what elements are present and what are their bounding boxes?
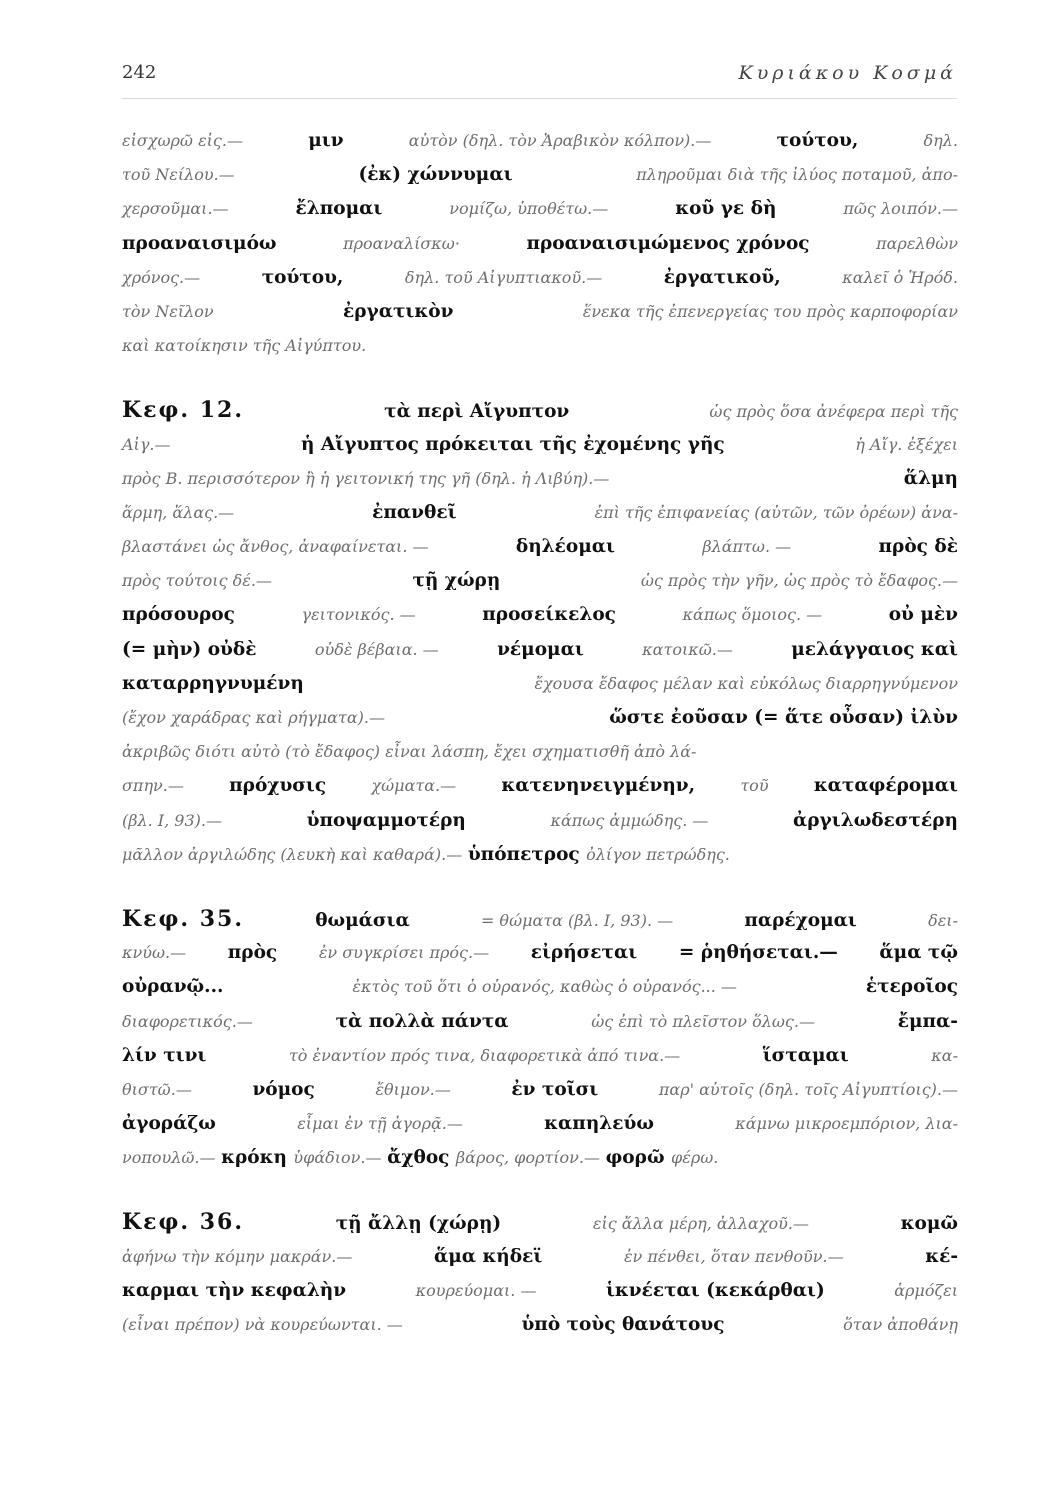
text-line bbox=[122, 1039, 958, 1073]
text-line bbox=[122, 667, 958, 701]
running-title: Κυριάκου Κοσμά bbox=[738, 62, 957, 84]
headword: κομῶ bbox=[900, 1213, 958, 1235]
headword: πρόσουρος bbox=[122, 604, 235, 626]
paragraph-1 bbox=[122, 124, 958, 363]
gloss-text: καλεῖ ὁ Ἡρόδ. bbox=[842, 267, 958, 287]
headword: = ῥηθήσεται.— bbox=[678, 942, 838, 964]
gloss-text: διαφορετικός.— bbox=[122, 1011, 253, 1031]
gloss-text: ἀφήνω τὴν κόμην μακράν.— bbox=[122, 1246, 353, 1266]
gloss-text: ὡς πρὸς τὴν γῆν, ὡς πρὸς τὸ ἔδαφος.— bbox=[640, 571, 958, 591]
gloss-text: βάρος, φορτίον.— bbox=[455, 1148, 600, 1168]
text-line bbox=[122, 428, 958, 462]
headword: τῇ χώρῃ bbox=[412, 570, 501, 592]
text-line bbox=[122, 701, 958, 735]
headword: καταρρηγνυμένη bbox=[122, 672, 304, 694]
headword: προαναισιμόω bbox=[122, 232, 277, 254]
gloss-text: παρ' αὐτοῖς (δηλ. τοῖς Αἰγυπτίοις).— bbox=[658, 1079, 958, 1099]
gloss-text: νομίζω, ὑποθέτω.— bbox=[449, 199, 609, 219]
gloss-text: ὡς πρὸς ὅσα ἀνέφερα περὶ τῆς bbox=[709, 402, 958, 422]
gloss-text: τὸ ἐναντίον πρός τινα, διαφορετικὰ ἀπό τινα.— bbox=[288, 1045, 681, 1065]
paragraph-chapter-35 bbox=[122, 902, 958, 1176]
text-line bbox=[122, 970, 958, 1004]
gloss-text: κάπως ἀμμώδης. — bbox=[550, 810, 709, 830]
headword: ἐργατικοῦ, bbox=[663, 266, 781, 288]
gloss-text: ἐν συγκρίσει πρός.— bbox=[318, 943, 490, 963]
headword: μελάγγαιος καὶ bbox=[791, 638, 958, 660]
gloss-text: οὐδὲ βέβαια. — bbox=[314, 639, 439, 659]
gloss-text: εἰς ἄλλα μέρη, ἀλλαχοῦ.— bbox=[592, 1214, 809, 1234]
text-line bbox=[122, 1274, 958, 1308]
gloss-text: χρόνος.— bbox=[122, 267, 201, 287]
gloss-text: κάπως ὅμοιος. — bbox=[682, 605, 823, 625]
headword: φορῶ bbox=[605, 1147, 665, 1169]
headword: δηλέομαι bbox=[515, 536, 615, 558]
text-line bbox=[122, 902, 958, 936]
text-line bbox=[122, 261, 958, 295]
headword: καρμαι τὴν κεφαλὴν bbox=[122, 1279, 347, 1301]
headword: κέ- bbox=[925, 1245, 958, 1267]
headword: προαναισιμώμενος χρόνος bbox=[526, 232, 810, 254]
text-line bbox=[122, 564, 958, 598]
gloss-text: καὶ κατοίκησιν τῆς Αἰγύπτου. bbox=[122, 336, 367, 356]
text-line bbox=[122, 1005, 958, 1039]
headword: ὑποψαμμοτέρη bbox=[306, 809, 466, 831]
headword: ἅμα τῷ bbox=[879, 942, 958, 964]
text-line bbox=[122, 295, 958, 329]
gloss-text: τοῦ bbox=[740, 776, 769, 796]
page-header bbox=[122, 62, 957, 99]
headword: θωμάσια bbox=[315, 909, 410, 931]
gloss-text: κατοικῶ.— bbox=[642, 639, 733, 659]
paragraph-chapter-36 bbox=[122, 1205, 958, 1342]
text-line bbox=[122, 530, 958, 564]
gloss-text: φέρω. bbox=[671, 1148, 719, 1168]
page-number: 242 bbox=[122, 62, 157, 83]
text-line bbox=[122, 124, 958, 158]
gloss-text: δει- bbox=[928, 910, 958, 930]
gloss-text: βλαστάνει ὡς ἄνθος, ἀναφαίνεται. — bbox=[122, 537, 429, 557]
gloss-text: μᾶλλον ἀργιλώδης (λευκὴ καὶ καθαρά).— bbox=[122, 844, 463, 864]
headword: καπηλεύω bbox=[544, 1113, 654, 1135]
text-line bbox=[122, 158, 958, 192]
text-line bbox=[122, 769, 958, 803]
gloss-text: ἕνεκα τῆς ἐπενεργείας του πρὸς καρποφορίαν bbox=[582, 301, 958, 321]
gloss-text: ὑφάδιον.— bbox=[293, 1148, 382, 1168]
gloss-text: αὐτὸν (δηλ. τὸν Ἀραβικὸν κόλπον).— bbox=[408, 131, 712, 150]
gloss-text: πληροῦμαι διὰ τῆς ἰλύος ποταμοῦ, ἀπο- bbox=[636, 165, 958, 185]
gloss-text: κνύω.— bbox=[122, 943, 187, 963]
gloss-text: ἐν πένθει, ὅταν πενθοῦν.— bbox=[623, 1246, 844, 1266]
gloss-text: (βλ. Ι, 93).— bbox=[122, 810, 222, 830]
gloss-text: πρὸς τούτοις δέ.— bbox=[122, 571, 272, 591]
gloss-text: τὸν Νεῖλον bbox=[122, 301, 214, 321]
text-line bbox=[122, 393, 958, 427]
headword: τὰ πολλὰ πάντα bbox=[335, 1010, 509, 1032]
headword: ἱκνέεται (κεκάρθαι) bbox=[605, 1279, 825, 1301]
headword: οὐ μὲν bbox=[888, 604, 958, 626]
gloss-text: (ἔχον χαράδρας καὶ ρήγματα).— bbox=[122, 708, 385, 727]
gloss-text: κα- bbox=[931, 1045, 958, 1065]
gloss-text: γειτονικός. — bbox=[301, 605, 416, 625]
gloss-text: ὡς ἐπὶ τὸ πλεῖστον ὅλως.— bbox=[591, 1011, 815, 1031]
headword: ὑπὸ τοὺς θανάτους bbox=[521, 1314, 725, 1335]
headword: εἰρήσεται bbox=[530, 942, 638, 964]
headword: ἀργιλωδεστέρη bbox=[793, 809, 958, 831]
chapter-heading: Κεφ. 35. bbox=[122, 905, 244, 932]
headword: κοῦ γε δὴ bbox=[675, 198, 777, 220]
gloss-text: ἐπὶ τῆς ἐπιφανείας (αὐτῶν, τῶν ὀρέων) ἀνα- bbox=[594, 502, 958, 522]
gloss-text: ἅρμη, ἅλας.— bbox=[122, 502, 235, 522]
text-line bbox=[122, 633, 958, 667]
gloss-text: Αἰγ.— bbox=[122, 434, 171, 454]
headword: τούτου, bbox=[776, 130, 859, 151]
chapter-heading: Κεφ. 12. bbox=[122, 397, 244, 424]
headword: κατενηνειγμένην, bbox=[501, 775, 696, 797]
gloss-text: ὀλίγον πετρώδης. bbox=[586, 844, 730, 864]
headword: οὐρανῷ... bbox=[122, 976, 224, 998]
gloss-text: ἐκτὸς τοῦ ὅτι ὁ οὐρανός, καθὼς ὁ οὐρανός... — bbox=[352, 977, 737, 997]
headword: ἐργατικὸν bbox=[342, 300, 454, 322]
paragraph-chapter-12 bbox=[122, 393, 958, 872]
text-line bbox=[122, 227, 958, 261]
text-line bbox=[122, 496, 958, 530]
gloss-text: πῶς λοιπόν.— bbox=[843, 199, 958, 219]
headword: κρόκη bbox=[221, 1147, 287, 1169]
text-line bbox=[122, 192, 958, 226]
headword: ἐπανθεῖ bbox=[372, 501, 457, 523]
headword: (ἐκ) χώννυμαι bbox=[358, 164, 513, 186]
headword: λίν τινι bbox=[122, 1044, 207, 1066]
headword: καταφέρομαι bbox=[813, 775, 958, 797]
gloss-text: χερσοῦμαι.— bbox=[122, 199, 229, 219]
text-line bbox=[122, 1141, 958, 1175]
gloss-text: ἔχουσα ἔδαφος μέλαν καὶ εὐκόλως διαρρηγνύμενον bbox=[534, 673, 958, 693]
headword: ἵσταμαι bbox=[762, 1044, 849, 1066]
text-line bbox=[122, 598, 958, 632]
gloss-text: προαναλίσκω· bbox=[343, 233, 460, 253]
headword: νέμομαι bbox=[497, 638, 584, 660]
gloss-text: κουρεύομαι. — bbox=[415, 1280, 537, 1300]
headword: ἅλμη bbox=[903, 467, 958, 489]
headword: προσείκελος bbox=[482, 604, 616, 626]
headword: ἐν τοῖσι bbox=[511, 1078, 599, 1100]
chapter-heading: Κεφ. 36. bbox=[122, 1209, 244, 1236]
headword: νόμος bbox=[252, 1078, 315, 1100]
gloss-text: θιστῶ.— bbox=[122, 1079, 192, 1099]
gloss-text: (εἶναι πρέπον) νὰ κουρεύωνται. — bbox=[122, 1315, 403, 1334]
text-line bbox=[122, 1308, 958, 1342]
gloss-text: τοῦ Νείλου.— bbox=[122, 165, 235, 185]
text-line bbox=[122, 1073, 958, 1107]
text-line bbox=[122, 329, 958, 363]
headword: ἀγοράζω bbox=[122, 1113, 216, 1135]
headword: τούτου, bbox=[261, 266, 344, 288]
headword: ἔλπομαι bbox=[295, 198, 383, 220]
gloss-text: ὅταν ἀποθάνῃ bbox=[843, 1315, 958, 1334]
headword: πρόχυσις bbox=[229, 775, 327, 797]
headword: ἄχθος bbox=[387, 1147, 450, 1169]
gloss-text: δηλ. bbox=[923, 131, 958, 150]
headword: τῇ ἄλλῃ (χώρῃ) bbox=[335, 1213, 502, 1235]
body-text bbox=[122, 124, 958, 1342]
gloss-text: κάμνω μικροεμπόριον, λια- bbox=[735, 1114, 958, 1134]
headword: πρὸς bbox=[227, 942, 278, 964]
headword: (= μὴν) οὐδὲ bbox=[122, 638, 257, 660]
gloss-text: πρὸς Β. περισσότερον ἢ ἡ γειτονική της γῆ (δηλ. ἡ Λιβύη).— bbox=[122, 468, 610, 488]
headword: πρὸς δὲ bbox=[878, 536, 958, 558]
headword: μιν bbox=[308, 130, 344, 151]
text-line bbox=[122, 1240, 958, 1274]
text-line bbox=[122, 735, 958, 769]
gloss-text: δηλ. τοῦ Αἰγυπτιακοῦ.— bbox=[404, 267, 603, 287]
text-line bbox=[122, 838, 958, 872]
headword: ὑπόπετρος bbox=[467, 843, 580, 865]
headword: παρέχομαι bbox=[744, 909, 857, 931]
gloss-text: ἁρμόζει bbox=[894, 1280, 958, 1300]
headword: ὥστε ἐοῦσαν (= ἅτε οὖσαν) ἰλὺν bbox=[609, 707, 958, 728]
headword: ἔμπα- bbox=[897, 1010, 958, 1032]
headword: τὰ περὶ Αἴγυπτον bbox=[384, 401, 570, 423]
headword: ἑτεροῖος bbox=[865, 976, 958, 998]
gloss-text: εἰσχωρῶ εἰς.— bbox=[122, 131, 243, 150]
gloss-text: παρελθὼν bbox=[876, 233, 958, 253]
gloss-text: νοπουλῶ.— bbox=[122, 1148, 216, 1168]
gloss-text: χώματα.— bbox=[371, 776, 457, 796]
text-line bbox=[122, 1107, 958, 1141]
text-line bbox=[122, 462, 958, 496]
gloss-text: ἡ Αἴγ. ἐξέχει bbox=[855, 434, 958, 454]
gloss-text: βλάπτω. — bbox=[702, 537, 792, 557]
text-line bbox=[122, 1205, 958, 1239]
gloss-text: εἶμαι ἐν τῇ ἀγορᾷ.— bbox=[297, 1114, 463, 1134]
gloss-text: = θώματα (βλ. Ι, 93). — bbox=[480, 910, 674, 930]
text-line bbox=[122, 804, 958, 838]
gloss-text: ἔθιμον.— bbox=[375, 1079, 451, 1099]
gloss-text: σπην.— bbox=[122, 776, 184, 796]
gloss-text: ἀκριβῶς διότι αὐτὸ (τὸ ἔδαφος) εἶναι λάσπη, ἔχει σχηματισθῆ ἀπὸ λά- bbox=[122, 742, 697, 762]
text-line bbox=[122, 936, 958, 970]
headword: ἅμα κήδεϊ bbox=[433, 1245, 543, 1267]
headword: ἡ Αἴγυπτος πρόκειται τῆς ἐχομένης γῆς bbox=[301, 433, 725, 455]
